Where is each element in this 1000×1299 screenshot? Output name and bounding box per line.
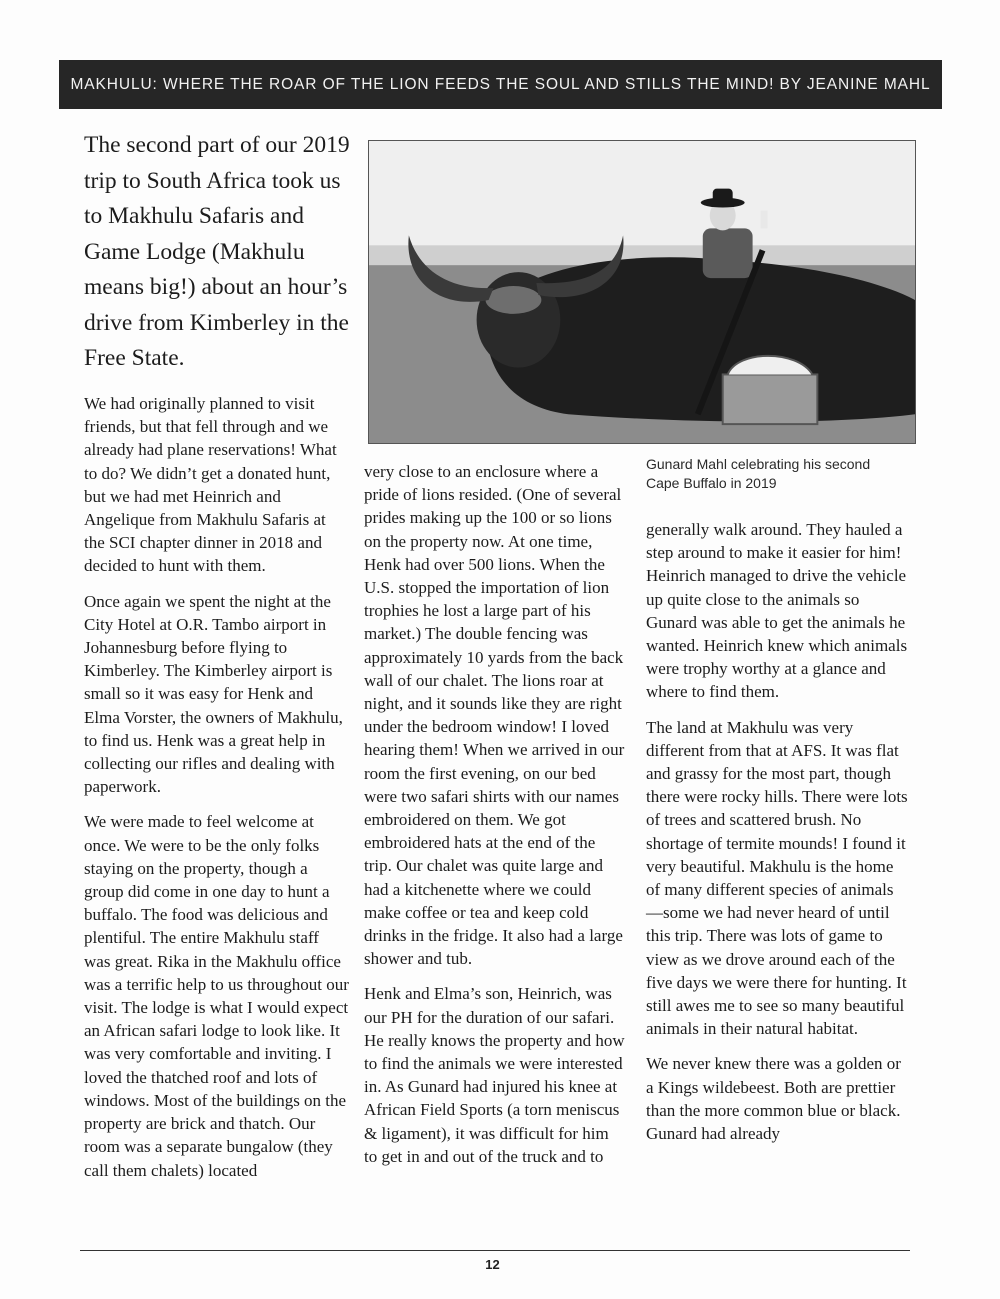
article-header-bar [59,60,942,109]
text-column-1 [84,392,349,1194]
paragraph: generally walk around. They hauled a step around to make it easier for him! Heinrich managed to drive the vehicle up quite close to the animals so Gunard was able to get the animals he wanted. Heinrich knew which animals were trophy worthy at a glance and where to find them. [646,520,908,702]
paragraph: very close to an enclosure where a pride of lions resided. (One of several prides making up the 100 or so lions on the property now. At one time, Henk had over 500 lions. When the U.S. stopped the importation of lion trophies he lost a large part of his market.) The double fencing was approximately 10 yards from the back wall of our chalet. The lions roar at night, and it sounds like they are right under the bedroom window! I loved hearing them! When we arrived in our room the first evening, on our bed were two safari shirts with our names embroidered on them. We got embroidered hats at the end of the trip. Our chalet was quite large and had a kitchenette where we could make coffee or tea and keep cold drinks in the fridge. It also had a large shower and tub. [364,462,625,969]
text-column-3 [646,518,908,1157]
article-title: MAKHULU: WHERE THE ROAR OF THE LION FEEDS THE SOUL AND STILLS THE MIND! BY JEANINE MAHL [70,75,931,93]
paragraph: Henk and Elma’s son, Heinrich, was our PH for the duration of our safari. He really knows the property and how to find the animals we were interested in. As Gunard had injured his knee at African Field Sports (a torn meniscus & ligament), it was difficult for him to get in and out of the truck and to [364,984,625,1166]
paragraph: We were made to feel welcome at once. We were to be the only folks staying on the property, though a group did come in one day to hunt a buffalo. The food was delicious and plentiful. The entire Makhulu staff was great. Rika in the Makhulu office was a terrific help to us throughout our visit. The lodge is what I would expect an African safari lodge to look like. It was very comfortable and inviting. I loved the thatched roof and lots of windows. Most of the buildings on the property are brick and thatch. Our room was a separate bungalow (they call them chalets) located [84,812,349,1180]
photo-caption: Gunard Mahl celebrating his second Cape Buffalo in 2019 [646,456,871,491]
page-number: 12 [485,1257,500,1272]
intro-paragraph: The second part of our 2019 trip to South Africa took us to Makhulu Safaris and Game Lodge (Makhulu means big!) about an hour’s drive from Kimberley in the Free State. [84,132,350,371]
paragraph: We never knew there was a golden or a Kings wildebeest. Both are prettier than the more common blue or black. Gunard had already [646,1054,901,1144]
paragraph: Once again we spent the night at the City Hotel at O.R. Tambo airport in Johannesburg before flying to Kimberley. The Kimberley airport is small so it was easy for Henk and Elma Vorster, the owners of Makhulu, to find us. Henk was a great help in collecting our rifles and dealing with paperwork. [84,591,343,797]
buffalo-photo [368,140,916,444]
footer-divider [80,1250,910,1251]
buffalo-photo-illustration [369,141,915,443]
paragraph: The land at Makhulu was very different from that at AFS. It was flat and grassy for the most part, though there were rocky hills. There were lots of trees and scattered brush. No shortage of termite mounds! I found it very beautiful. Makhulu is the home of many different species of animals—some we had never heard of until this trip. There was lots of game to view as we drove around each of the five days we were there for hunting. It still awes me to see so many beautiful animals in their natural habitat. [646,717,908,1039]
text-column-2 [364,460,626,1180]
paragraph: We had originally planned to visit friends, but that fell through and we already had plane reservations! What to do? We didn’t get a donated hunt, but we had met Heinrich and Angelique from Makhulu Safaris at the SCI chapter dinner in 2018 and decided to hunt with them. [84,394,337,576]
